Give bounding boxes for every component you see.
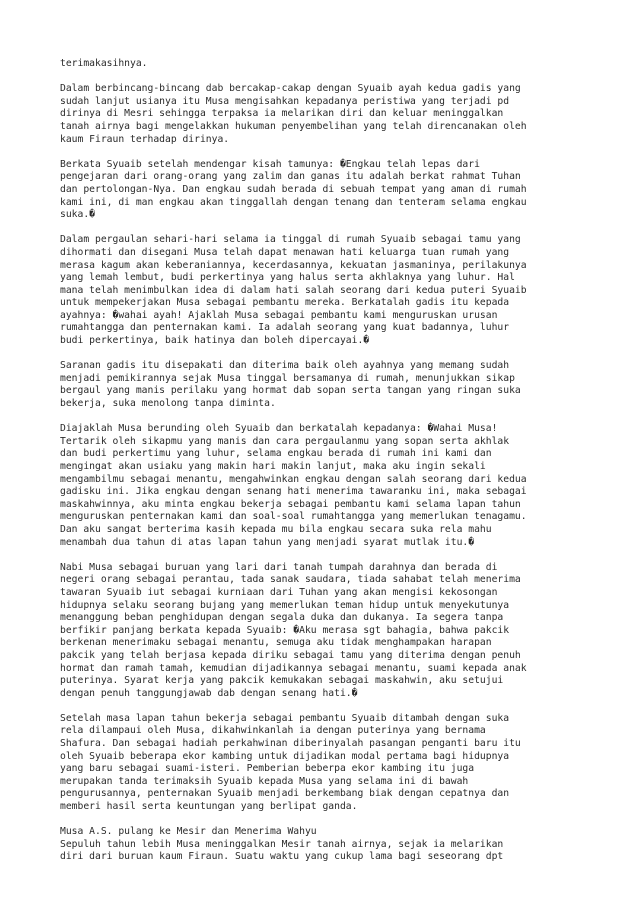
text-line: Sepuluh tahun lebih Musa meninggalkan Mesir tanah airnya, sejak ia melarikan xyxy=(60,838,504,850)
text-line: merupakan tanda terimaksih Syuaib kepada Musa yang selama ini di bawah xyxy=(60,775,469,787)
text-line: dengan penuh tanggungjawab dab dengan senang hati.� xyxy=(60,687,358,699)
paragraph xyxy=(60,562,590,701)
text-line: terimakasihnya. xyxy=(60,58,148,69)
paragraph xyxy=(60,713,590,814)
text-line: Saranan gadis itu disepakati dan diterima baik oleh ayahnya yang memang sudah xyxy=(60,360,510,372)
text-line: menambah dua tahun di atas lapan tahun yang menjadi syarat mutlak itu.� xyxy=(60,536,475,548)
text-line: Diajaklah Musa berunding oleh Syuaib dan berkatalah kepadanya: �Wahai Musa! xyxy=(60,423,498,435)
text-line: yang lemah lembut, budi perkertinya yang halus serta akhlaknya yang luhur. Hal xyxy=(60,272,515,284)
text-line: untuk mempekerjakan Musa sebagai pembantu mereka. Berkatalah gadis itu kepada xyxy=(60,297,510,309)
text-line: rumahtangga dan penternakan kami. Ia adalah seorang yang kuat badannya, luhur xyxy=(60,322,510,334)
text-line: gadisku ini. Jika engkau dengan senang hati menerima tawaranku ini, maka sebagai xyxy=(60,486,527,498)
text-line: pengurusannya, penternakan Syuaib menjadi berkembang biak dengan cepatnya dan xyxy=(60,788,510,800)
text-line: mengingat akan usiaku yang makin hari makin lanjut, maka aku ingin sekali xyxy=(60,461,486,472)
text-line: menanggung beban penghidupan dengan segala duka dan dukanya. Ia segera tanpa xyxy=(60,612,504,624)
section-heading: Musa A.S. pulang ke Mesir dan Menerima Wahyu xyxy=(60,826,317,838)
text-line: tawaran Syuaib iut sebagai kurniaan dari Tuhan yang akan mengisi kekosongan xyxy=(60,586,498,598)
text-line: diri dari buruan kaum Firaun. Suatu waktu yang cukup lama bagi seseorang dpt xyxy=(60,851,504,863)
text-line: Setelah masa lapan tahun bekerja sebagai pembantu Syuaib ditambah dengan suka xyxy=(60,712,510,724)
text-line: Tertarik oleh sikapmu yang manis dan cara pergaulanmu yang sopan serta akhlak xyxy=(60,435,510,447)
text-line: bergaul yang manis perilaku yang hormat dab sopan serta tangan yang ringan suka xyxy=(60,385,521,397)
text-line: pengejaran dari orang-orang yang zalim dan ganas itu adalah berkat rahmat Tuhan xyxy=(60,171,521,183)
text-line: dirinya di Mesri sehingga terpaksa ia melarikan diri dan keluar meninggalkan xyxy=(60,108,504,120)
text-line: berkenan menerimaku sebagai menantu, semuga aku tidak menghampakan harapan xyxy=(60,637,492,649)
text-line: tanah airnya bagi mengelakkan hukuman penyembelihan yang telah direncanakan oleh xyxy=(60,120,527,132)
text-line: rela dilampaui oleh Musa, dikahwinkanlah ia dengan puterinya yang bernama xyxy=(60,725,486,737)
paragraph xyxy=(60,234,590,347)
text-line: Dalam pergaulan sehari-hari selama ia tinggal di rumah Syuaib sebagai tamu yang xyxy=(60,234,521,246)
text-line: maskahwinnya, aku minta engkau bekerja sebagai pembantu kami selama lapan tahun xyxy=(60,498,521,510)
paragraph xyxy=(60,83,590,146)
text-line: Nabi Musa sebagai buruan yang lari dari tanah tumpah darahnya dan berada di xyxy=(60,561,498,573)
text-line: budi perkertinya, baik hatinya dan boleh dipercayai.� xyxy=(60,335,370,347)
text-line: dan budi perkertimu yang luhur, selama engkau berada di rumah ini kami dan xyxy=(60,448,492,460)
text-line: mengambilmu sebagai menantu, mengahwinkan engkau dengan salah seorang dari kedua xyxy=(60,473,527,485)
paragraph xyxy=(60,360,590,410)
text-line: puterinya. Syarat kerja yang pakcik kemukakan sebagai maskahwin, aku setujui xyxy=(60,675,504,687)
paragraph xyxy=(60,58,590,71)
text-line: memberi hasil serta keuntungan yang berlipat ganda. xyxy=(60,801,358,813)
text-line: sudah lanjut usianya itu Musa mengisahkan kepadanya peristiwa yang terjadi pd xyxy=(60,95,510,107)
text-line: yang baru sebagai suami-isteri. Pemberian beberpa ekor kambing itu juga xyxy=(60,763,475,775)
text-line: Dan aku sangat berterima kasih kepada mu bila engkau secara suka rela mahu xyxy=(60,523,492,535)
text-line: negeri orang sebagai perantau, tada sanak saudara, tiada sahabat telah menerima xyxy=(60,574,521,586)
text-line: dan pertolongan-Nya. Dan engkau sudah berada di sebuah tempat yang aman di rumah xyxy=(60,183,527,195)
text-line: pakcik yang telah berjasa kepada diriku sebagai tamu yang diterima dengan penuh xyxy=(60,649,521,661)
paragraph xyxy=(60,826,590,864)
text-line: menjadi pemikirannya sejak Musa tinggal bersamanya di rumah, menunjukkan sikap xyxy=(60,372,515,384)
text-line: suka.� xyxy=(60,209,95,221)
document-page xyxy=(60,58,590,877)
text-line: dihormati dan disegani Musa telah dapat menawan hati keluarga tuan rumah yang xyxy=(60,246,510,258)
text-line: Berkata Syuaib setelah mendengar kisah tamunya: �Engkau telah lepas dari xyxy=(60,158,480,170)
text-line: kaum Firaun terhadap dirinya. xyxy=(60,133,230,145)
text-line: berfikir panjang berkata kepada Syuaib: �Aku merasa sgt bahagia, bahwa pakcik xyxy=(60,624,510,636)
text-line: menguruskan penternakan kami dan soal-soal rumahtangga yang memerlukan tenagamu. xyxy=(60,511,527,523)
text-line: Dalam berbincang-bincang dab bercakap-cakap dengan Syuaib ayah kedua gadis yang xyxy=(60,83,521,95)
text-line: mana telah menimbulkan idea di dalam hati salah seorang dari kedua puteri Syuaib xyxy=(60,284,527,296)
text-line: kami ini, di man engkau akan tinggallah dengan tenang dan tenteram selama engkau xyxy=(60,196,527,208)
text-line: Shafura. Dan sebagai hadiah perkahwinan diberinyalah pasangan penganti baru itu xyxy=(60,738,521,750)
text-line: ayahnya: �wahai ayah! Ajaklah Musa sebagai pembantu kami menguruskan urusan xyxy=(60,309,498,321)
text-line: hidupnya selaku seorang bujang yang memerlukan teman hidup untuk menyekutunya xyxy=(60,599,510,611)
paragraph xyxy=(60,423,590,549)
text-line: hormat dan ramah tamah, kemudian dijadikannya sebagai menantu, suami kepada anak xyxy=(60,662,527,674)
text-line: oleh Syuaib beberapa ekor kambing untuk dijadikan modal pertama bagi hidupnya xyxy=(60,750,510,762)
paragraph xyxy=(60,159,590,222)
text-line: merasa kagum akan keberaniannya, kecerdasannya, kekuatan jasmaninya, perilakunya xyxy=(60,259,527,271)
text-line: bekerja, suka menolong tanpa diminta. xyxy=(60,398,276,410)
